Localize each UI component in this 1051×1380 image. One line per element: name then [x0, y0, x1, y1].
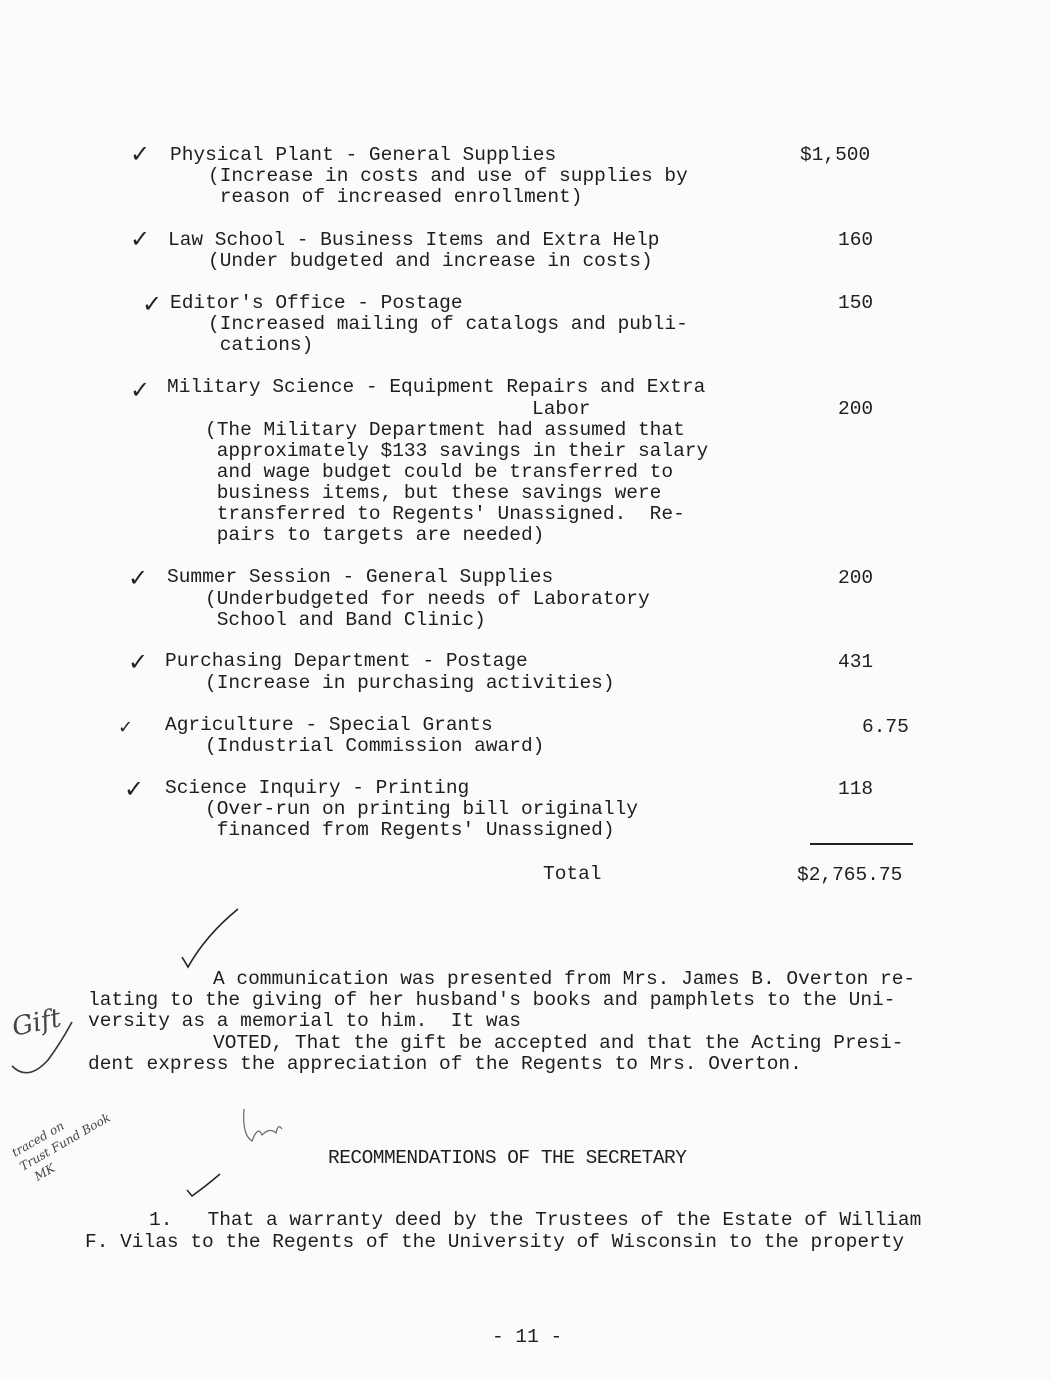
- total-rule: [810, 843, 913, 845]
- margin-annotation-trust: traced on Trust Fund Book MK: [9, 1110, 113, 1188]
- item-desc: and wage budget could be transferred to: [205, 461, 674, 483]
- item-desc: transferred to Regents' Unassigned. Re-: [205, 503, 685, 525]
- item-desc: business items, but these savings were: [205, 482, 662, 504]
- item-title: Purchasing Department - Postage: [165, 650, 528, 672]
- check-icon: ✓: [130, 225, 151, 253]
- recommendation-line: F. Vilas to the Regents of the University of Wisconsin to the property: [85, 1231, 905, 1253]
- total-label: Total: [543, 863, 602, 885]
- check-icon: ✓: [118, 717, 134, 738]
- item-amount: 200: [838, 567, 874, 589]
- item-desc: (Increase in costs and use of supplies by: [208, 165, 688, 187]
- item-amount: $1,500: [800, 144, 871, 166]
- item-amount: 200: [838, 398, 874, 420]
- communication-line: versity as a memorial to him. It was: [88, 1010, 521, 1032]
- item-desc: (Underbudgeted for needs of Laboratory: [205, 588, 650, 610]
- initials-scribble: [236, 1105, 286, 1145]
- item-desc: pairs to targets are needed): [205, 524, 545, 546]
- item-title: Physical Plant - General Supplies: [170, 144, 557, 166]
- check-icon: ✓: [142, 290, 163, 318]
- item-desc: approximately $133 savings in their salary: [205, 440, 709, 462]
- item-desc: (Over-run on printing bill originally: [205, 798, 638, 820]
- item-amount: 160: [838, 229, 874, 251]
- check-icon: [176, 905, 246, 970]
- item-desc: (Under budgeted and increase in costs): [208, 250, 653, 272]
- page-number: - 11 -: [492, 1326, 563, 1348]
- item-title: Law School - Business Items and Extra Help: [168, 229, 660, 251]
- item-title: Summer Session - General Supplies: [167, 566, 554, 588]
- communication-line: dent express the appreciation of the Regents to Mrs. Overton.: [88, 1053, 802, 1075]
- check-icon: [8, 1020, 78, 1080]
- item-title-continued: Labor: [532, 398, 591, 420]
- item-desc: School and Band Clinic): [205, 609, 486, 631]
- check-icon: ✓: [124, 775, 145, 803]
- item-amount: 6.75: [862, 716, 909, 738]
- item-desc: (Increase in purchasing activities): [205, 672, 615, 694]
- voted-line: VOTED, That the gift be accepted and that the Acting Presi-: [213, 1032, 904, 1054]
- recommendation-line: 1. That a warranty deed by the Trustees of the Estate of William: [149, 1209, 922, 1231]
- check-icon: ✓: [128, 648, 149, 676]
- check-icon: [184, 1170, 224, 1200]
- check-icon: ✓: [128, 564, 149, 592]
- item-title: Editor's Office - Postage: [170, 292, 463, 314]
- item-amount: 118: [838, 778, 874, 800]
- item-desc: (Increased mailing of catalogs and publi-: [208, 313, 688, 335]
- item-amount: 150: [838, 292, 874, 314]
- item-title: Science Inquiry - Printing: [165, 777, 470, 799]
- communication-line: lating to the giving of her husband's books and pamphlets to the Uni-: [88, 989, 896, 1011]
- item-desc: cations): [208, 334, 314, 356]
- total-amount: $2,765.75: [797, 864, 903, 886]
- item-desc: reason of increased enrollment): [208, 186, 583, 208]
- item-amount: 431: [838, 651, 874, 673]
- item-desc: (The Military Department had assumed that: [205, 419, 685, 441]
- check-icon: ✓: [130, 376, 151, 404]
- item-desc: financed from Regents' Unassigned): [205, 819, 615, 841]
- margin-annotation-gift: Gift: [9, 1003, 64, 1043]
- check-icon: ✓: [130, 140, 151, 168]
- communication-line: A communication was presented from Mrs. James B. Overton re-: [213, 968, 916, 990]
- item-title: Military Science - Equipment Repairs and Extra: [167, 376, 706, 398]
- item-title: Agriculture - Special Grants: [165, 714, 493, 736]
- section-heading: RECOMMENDATIONS OF THE SECRETARY: [328, 1147, 687, 1169]
- item-desc: (Industrial Commission award): [205, 735, 545, 757]
